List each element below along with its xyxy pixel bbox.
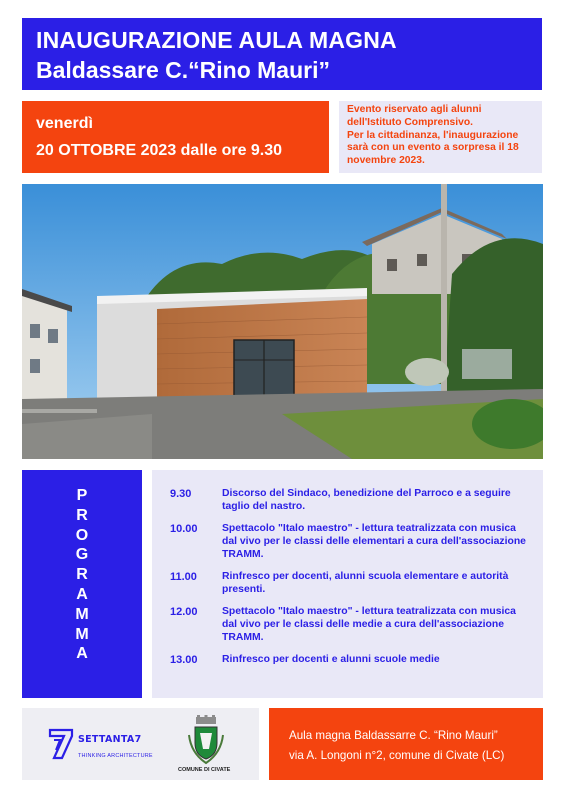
building-illustration — [22, 184, 543, 459]
venue-name: Aula magna Baldassarre C. “Rino Mauri” — [289, 729, 498, 742]
program-item-description: Rinfresco per docenti e alunni scuole medie — [222, 654, 440, 665]
program-item-description: Spettacolo "Italo maestro" - lettura teatralizzata con musica dal vivo per le classi delle elementari a cura dell'associazione TRAMM. — [222, 523, 526, 560]
program-item — [170, 522, 533, 561]
program-item-description: Spettacolo "Italo maestro" - lettura teatralizzata con musica dal vivo per le classi delle medie a cura dell'associazione TRAMM. — [222, 606, 516, 643]
program-item-time: 12.00 — [170, 606, 198, 618]
program-item-time: 10.00 — [170, 523, 198, 535]
comune-crest-icon — [187, 715, 225, 765]
program-item-time: 11.00 — [170, 571, 197, 583]
logos-box — [22, 708, 259, 780]
notice-line-2: Per la cittadinanza, l'inaugurazione sarà con un evento a sorpresa il 18 novembre 2023. — [347, 129, 519, 167]
building-photo — [22, 184, 543, 459]
programma-letter: G — [75, 546, 89, 564]
event-title: INAUGURAZIONE AULA MAGNA — [36, 27, 397, 53]
program-item — [170, 487, 533, 513]
notice-box — [339, 101, 542, 173]
program-item — [170, 653, 533, 667]
event-subtitle: Baldassare C.“Rino Mauri” — [36, 57, 330, 83]
program-item-time: 13.00 — [170, 654, 198, 666]
notice-line-1: Evento riservato agli alunni dell'Istituto Comprensivo. — [347, 104, 482, 128]
programma-heading — [22, 470, 142, 698]
program-list — [170, 487, 533, 667]
programma-letter: R — [76, 506, 88, 524]
programma-letter: O — [75, 526, 89, 544]
program-item-time: 9.30 — [170, 488, 192, 500]
program-item-description: Discorso del Sindaco, benedizione del Parroco e a seguire taglio del nastro. — [222, 488, 511, 512]
settanta7-name: SETTANTA7 — [78, 734, 142, 745]
address-banner — [269, 708, 543, 780]
title-banner — [22, 18, 542, 90]
programma-letter: R — [76, 566, 88, 584]
program-item — [170, 605, 533, 644]
programma-letter: M — [75, 605, 89, 623]
programma-letter: A — [76, 645, 88, 663]
programma-letter: A — [76, 585, 88, 603]
event-datetime: 20 OTTOBRE 2023 dalle ore 9.30 — [36, 142, 283, 159]
program-schedule — [152, 470, 543, 698]
programma-letter: P — [76, 487, 88, 504]
program-item — [170, 570, 533, 596]
programma-letter: M — [75, 625, 89, 643]
settanta7-logo-icon — [48, 726, 76, 762]
programma-letters — [75, 470, 88, 698]
settanta7-tagline: THINKING ARCHITECTURE — [78, 753, 153, 759]
date-banner — [22, 101, 329, 173]
program-item-description: Rinfresco per docenti, alunni scuola elementare e autorità presenti. — [222, 571, 509, 595]
comune-name: COMUNE DI CIVATE — [178, 767, 231, 773]
event-day: venerdì — [36, 115, 93, 132]
venue-address: via A. Longoni n°2, comune di Civate (LC) — [289, 749, 505, 762]
